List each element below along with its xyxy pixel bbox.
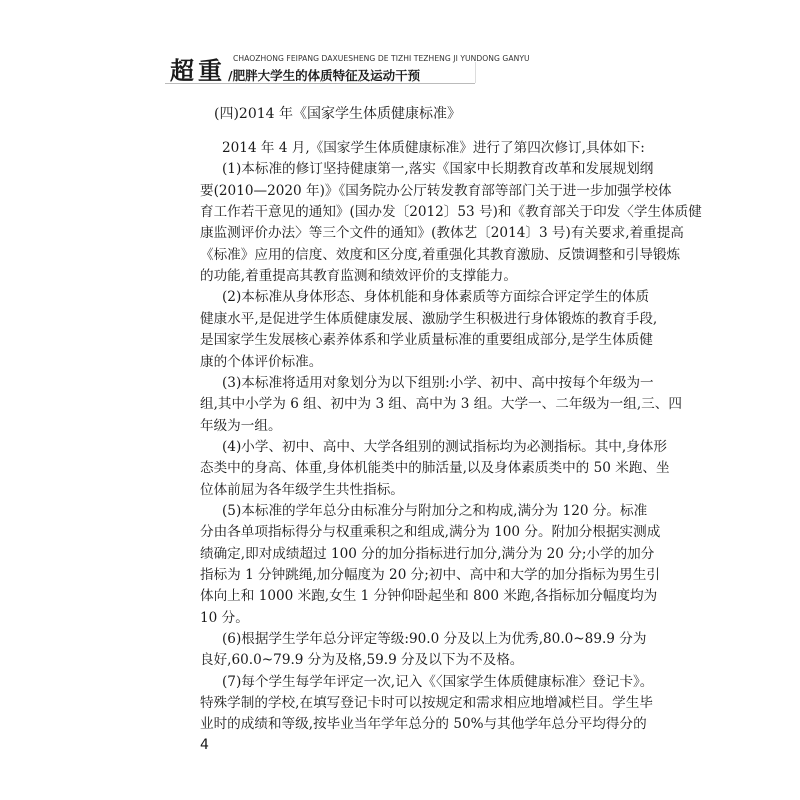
header-rule-end	[475, 62, 476, 83]
text-line: (6)根据学生学年总分评定等级:90.0 分及以上为优秀,80.0~89.9 分为	[222, 631, 647, 648]
section-title: (四)2014 年《国家学生体质健康标准》	[214, 106, 462, 122]
text-line: 2014 年 4 月,《国家学生体质健康标准》进行了第四次修订,具体如下:	[222, 140, 645, 156]
text-line: 良好,60.0~79.9 分为及格,59.9 分及以下为不及格。	[200, 652, 524, 669]
text-line: 健康水平,是促进学生体质健康发展、激励学生积极进行身体锻炼的教育手段,	[200, 310, 658, 327]
text-line: (3)本标准将适用对象划分为以下组别:小学、初中、高中按每个年级为一	[222, 374, 654, 391]
text-line: 特殊学制的学校,在填写登记卡时可以按规定和需求相应地增减栏目。学生毕	[200, 695, 653, 712]
header-chinese-subtitle: /肥胖大学生的体质特征及运动干预	[228, 68, 421, 83]
text-line: 组,其中小学为 6 组、初中为 3 组、高中为 3 组。大学一、二年级为一组,三、四	[200, 396, 682, 413]
text-line: (7)每个学生每学年评定一次,记入《〈国家学生体质健康标准〉登记卡》。	[222, 673, 654, 690]
text-line: 要(2010—2020 年)》《国务院办公厅转发教育部等部门关于进一步加强学校体	[200, 182, 672, 199]
text-line: 育工作若干意见的通知》(国办发〔2012〕53 号)和《教育部关于印发〈学生体质健	[200, 204, 702, 221]
text-line: 绩确定,即对成绩超过 100 分的加分指标进行加分,满分为 20 分;小学的加分	[200, 545, 655, 562]
header-english-subtitle: CHAOZHONG FEIPANG DAXUESHENG DE TIZHI TEZHENG JI YUNDONG GANYU	[233, 54, 530, 63]
text-line: 体向上和 1000 米跑,女生 1 分钟仰卧起坐和 800 米跑,各指标加分幅度均为	[200, 588, 658, 605]
text-line: 分由各单项指标得分与权重乘积之和组成,满分为 100 分。附加分根据实测成	[200, 524, 661, 541]
text-line: 位体前屈为各年级学生共性指标。	[200, 481, 404, 498]
text-line: (4)小学、初中、高中、大学各组别的测试指标均为必测指标。其中,身体形	[222, 438, 667, 455]
text-line: (1)本标准的修订坚持健康第一,落实《国家中长期教育改革和发展规划纲	[222, 161, 654, 178]
text-line: 态类中的身高、体重,身体机能类中的肺活量,以及身体素质类中的 50 米跑、坐	[200, 460, 670, 477]
text-line: 《标准》应用的信度、效度和区分度,着重强化其教育激励、反馈调整和引导锻炼	[200, 246, 681, 263]
header-big-title: 超重	[170, 56, 226, 85]
text-line: 康的个体评价标准。	[200, 353, 323, 370]
text-line: (2)本标准从身体形态、身体机能和身体素质等方面综合评定学生的体质	[222, 289, 650, 306]
text-line: 年级为一组。	[200, 417, 282, 434]
text-line: 的功能,着重提高其教育监测和绩效评价的支撑能力。	[200, 268, 517, 285]
text-line: 康监测评价办法〉等三个文件的通知》(教体艺〔2014〕3 号)有关要求,着重提高	[200, 225, 684, 242]
text-line: 是国家学生发展核心素养体系和学业质量标准的重要组成部分,是学生体质健	[200, 332, 653, 349]
text-line: 业时的成绩和等级,按毕业当年学年总分的 50%与其他学年总分平均得分的	[200, 716, 647, 733]
header-rule	[165, 83, 475, 84]
page-number: 4	[200, 737, 209, 753]
text-line: (5)本标准的学年总分由标准分与附加分之和构成,满分为 120 分。标准	[222, 502, 648, 519]
text-line: 指标为 1 分钟跳绳,加分幅度为 20 分;初中、高中和大学的加分指标为男生引	[200, 567, 660, 583]
text-line: 10 分。	[200, 609, 249, 626]
